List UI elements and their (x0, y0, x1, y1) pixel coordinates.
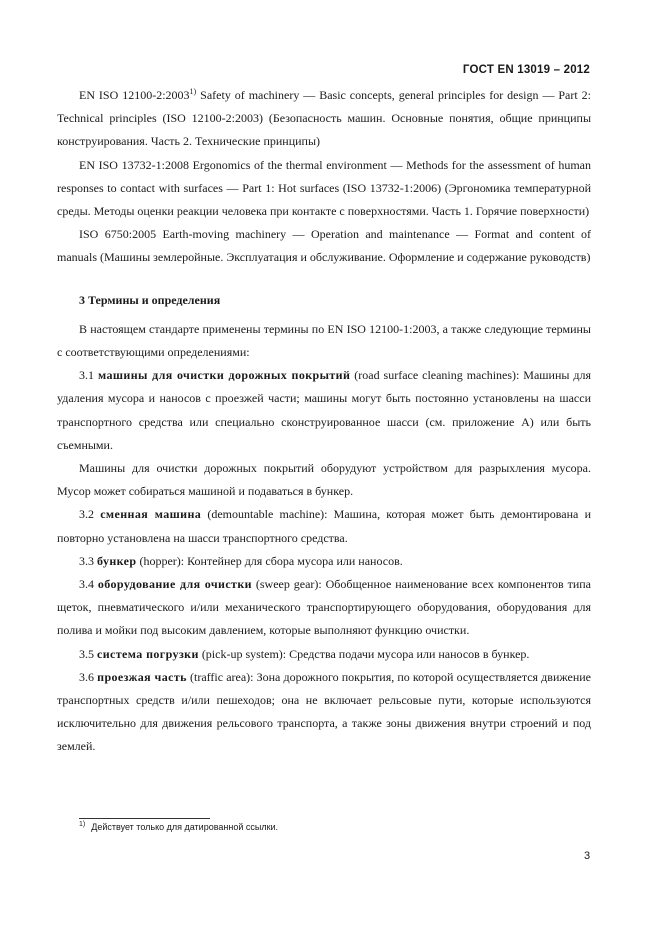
term-text: (hopper): Контейнер для сбора мусора или наносов. (136, 553, 403, 568)
term-definition (57, 643, 591, 666)
term-number: 3.3 (79, 553, 94, 568)
section-number: 3 (79, 292, 85, 307)
section-title: Термины и определения (88, 292, 221, 307)
term-name: бункер (97, 553, 137, 568)
term-name: оборудование для очистки (97, 577, 252, 592)
footnote-mark: 1) (79, 821, 86, 828)
page-number: 3 (584, 850, 591, 862)
term-note: Машины для очистки дорожных покрытий оборудуют устройством для разрыхления мусора. Мусор может собираться машиной и подаваться в бункер. (57, 461, 591, 499)
reference-code: EN ISO 12100-2:2003 (79, 88, 190, 102)
term-number: 3.4 (79, 577, 94, 592)
reference-item: ISO 6750:2005 Earth-moving machinery — Operation and maintenance — Format and content of manuals (Машины землеройные. Эксплуатация и обслуживание. Оформление и содержание руководств) (57, 227, 591, 265)
footnote-mark: 1) (189, 87, 197, 96)
reference-item: EN ISO 13732-1:2008 Ergonomics of the thermal environment — Methods for the assessment of human responses to contact with surfaces — Part 1: Hot surfaces (ISO 13732-1:2006) (Эргономика температурной среды. Методы оценки реакции человека при контакте с поверхностями. Часть 1. Горячие поверхности) (57, 157, 591, 219)
term-definition (57, 364, 591, 457)
term-text: (road surface cleaning machines): Машины для удаления мусора и наносов с проезжей части; машины могут быть постоянно установлены на шасси транспортного средства или специально сконструированное шасси (см. приложение А) или быть съемными. (57, 368, 592, 452)
term-number: 3.2 (79, 507, 94, 522)
term-text: (demountable machine): Машина, которая может быть демонтирована и повторно установлена на шасси транспортного средства. (57, 507, 591, 545)
term-definition (57, 573, 591, 643)
footnote-divider (79, 818, 210, 819)
reference-text: Safety of machinery — Basic concepts, general principles for design — Part 2: Technical principles (ISO 12100-2:2003) (Безопасность машин. Основные понятия, общие принципы конструирования. Часть 2. Технические принципы) (57, 88, 591, 149)
section-heading (57, 289, 591, 312)
document-body (57, 84, 591, 759)
document-code-header: ГОСТ EN 13019 – 2012 (462, 64, 590, 76)
term-name: система погрузки (97, 646, 199, 661)
term-name: проезжая часть (97, 669, 187, 684)
term-name: машины для очистки дорожных покрытий (97, 368, 351, 383)
term-name: сменная машина (100, 507, 202, 522)
section-intro: В настоящем стандарте применены термины по EN ISO 12100-1:2003, а также следующие термины с соответствующими определениями: (57, 321, 591, 360)
term-text: (sweep gear): Обобщенное наименование всех компонентов типа щеток, пневматического и/или механического транспортирующего оборудования, оборудования для полива и мойки под высоким давлением, которые выполняют функцию очистки. (57, 577, 591, 638)
term-definition (57, 666, 591, 759)
reference-item (57, 84, 591, 154)
term-number: 3.5 (79, 646, 94, 661)
term-definition (57, 503, 591, 549)
term-text: (traffic area): Зона дорожного покрытия, по которой осуществляется движение транспортных средств и/или пешеходов; она не включает рельсовые пути, которые используются исключительно для движения рельсового транспорта, а также зоны движения внутри строений и под землей. (57, 669, 592, 754)
term-number: 3.6 (79, 669, 94, 684)
term-number: 3.1 (79, 368, 94, 383)
term-definition (57, 550, 591, 573)
footnote (79, 822, 278, 832)
term-text: (pick-up system): Средства подачи мусора или наносов в бункер. (198, 646, 530, 661)
footnote-text: Действует только для датированной ссылки. (91, 822, 279, 832)
